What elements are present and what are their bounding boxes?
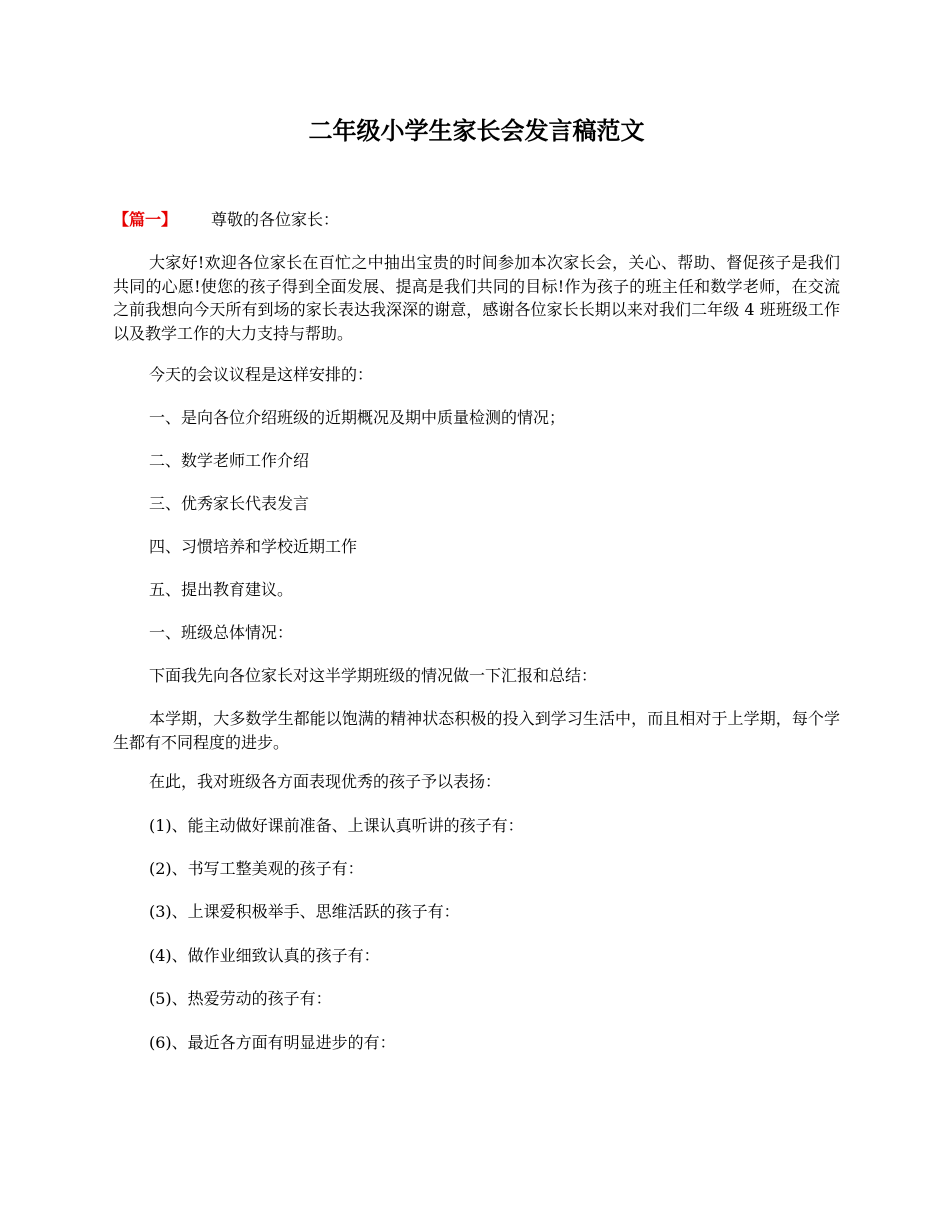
praise-item-5: (5)、热爱劳动的孩子有： <box>149 989 332 1008</box>
agenda-item-3: 三、优秀家长代表发言 <box>149 494 310 513</box>
salutation: 尊敬的各位家长： <box>211 210 340 229</box>
paragraph-welcome: 大家好!欢迎各位家长在百忙之中抽出宝贵的时间参加本次家长会，关心、帮助、督促孩子是我们共同的心愿!使您的孩子得到全面发展、提高是我们共同的目标!作为孩子的班主任和数学老师，在交流之前我想向今天所有到场的家长表达我深深的谢意，感谢各位家长长期以来对我们二年级 4 班班级工作以及教学工作的大力支持与帮助。 <box>113 253 840 343</box>
agenda-item-4: 四、习惯培养和学校近期工作 <box>149 537 358 556</box>
paragraph-report-intro: 下面我先向各位家长对这半学期班级的情况做一下汇报和总结： <box>149 666 598 685</box>
paragraph-praise-intro: 在此，我对班级各方面表现优秀的孩子予以表扬： <box>149 772 502 791</box>
agenda-item-2: 二、数学老师工作介绍 <box>149 451 310 470</box>
section-tag: 【篇一】 <box>113 210 178 229</box>
praise-item-1: (1)、能主动做好课前准备、上课认真听讲的孩子有： <box>149 816 524 835</box>
paragraph-agenda-intro: 今天的会议议程是这样安排的： <box>149 365 374 384</box>
section-heading-class-overview: 一、班级总体情况： <box>149 623 294 642</box>
section-header <box>113 207 840 233</box>
praise-item-3: (3)、上课爱积极举手、思维活跃的孩子有： <box>149 902 460 921</box>
document-title: 二年级小学生家长会发言稿范文 <box>308 117 645 145</box>
praise-item-6: (6)、最近各方面有明显进步的有： <box>149 1033 396 1052</box>
agenda-item-1: 一、是向各位介绍班级的近期概况及期中质量检测的情况； <box>149 408 566 427</box>
praise-item-2: (2)、书写工整美观的孩子有： <box>149 859 364 878</box>
agenda-item-5: 五、提出教育建议。 <box>149 580 294 599</box>
paragraph-semester-summary: 本学期，大多数学生都能以饱满的精神状态积极的投入到学习生活中，而且相对于上学期，每个学生都有不同程度的进步。 <box>113 709 840 752</box>
praise-item-4: (4)、做作业细致认真的孩子有： <box>149 946 380 965</box>
